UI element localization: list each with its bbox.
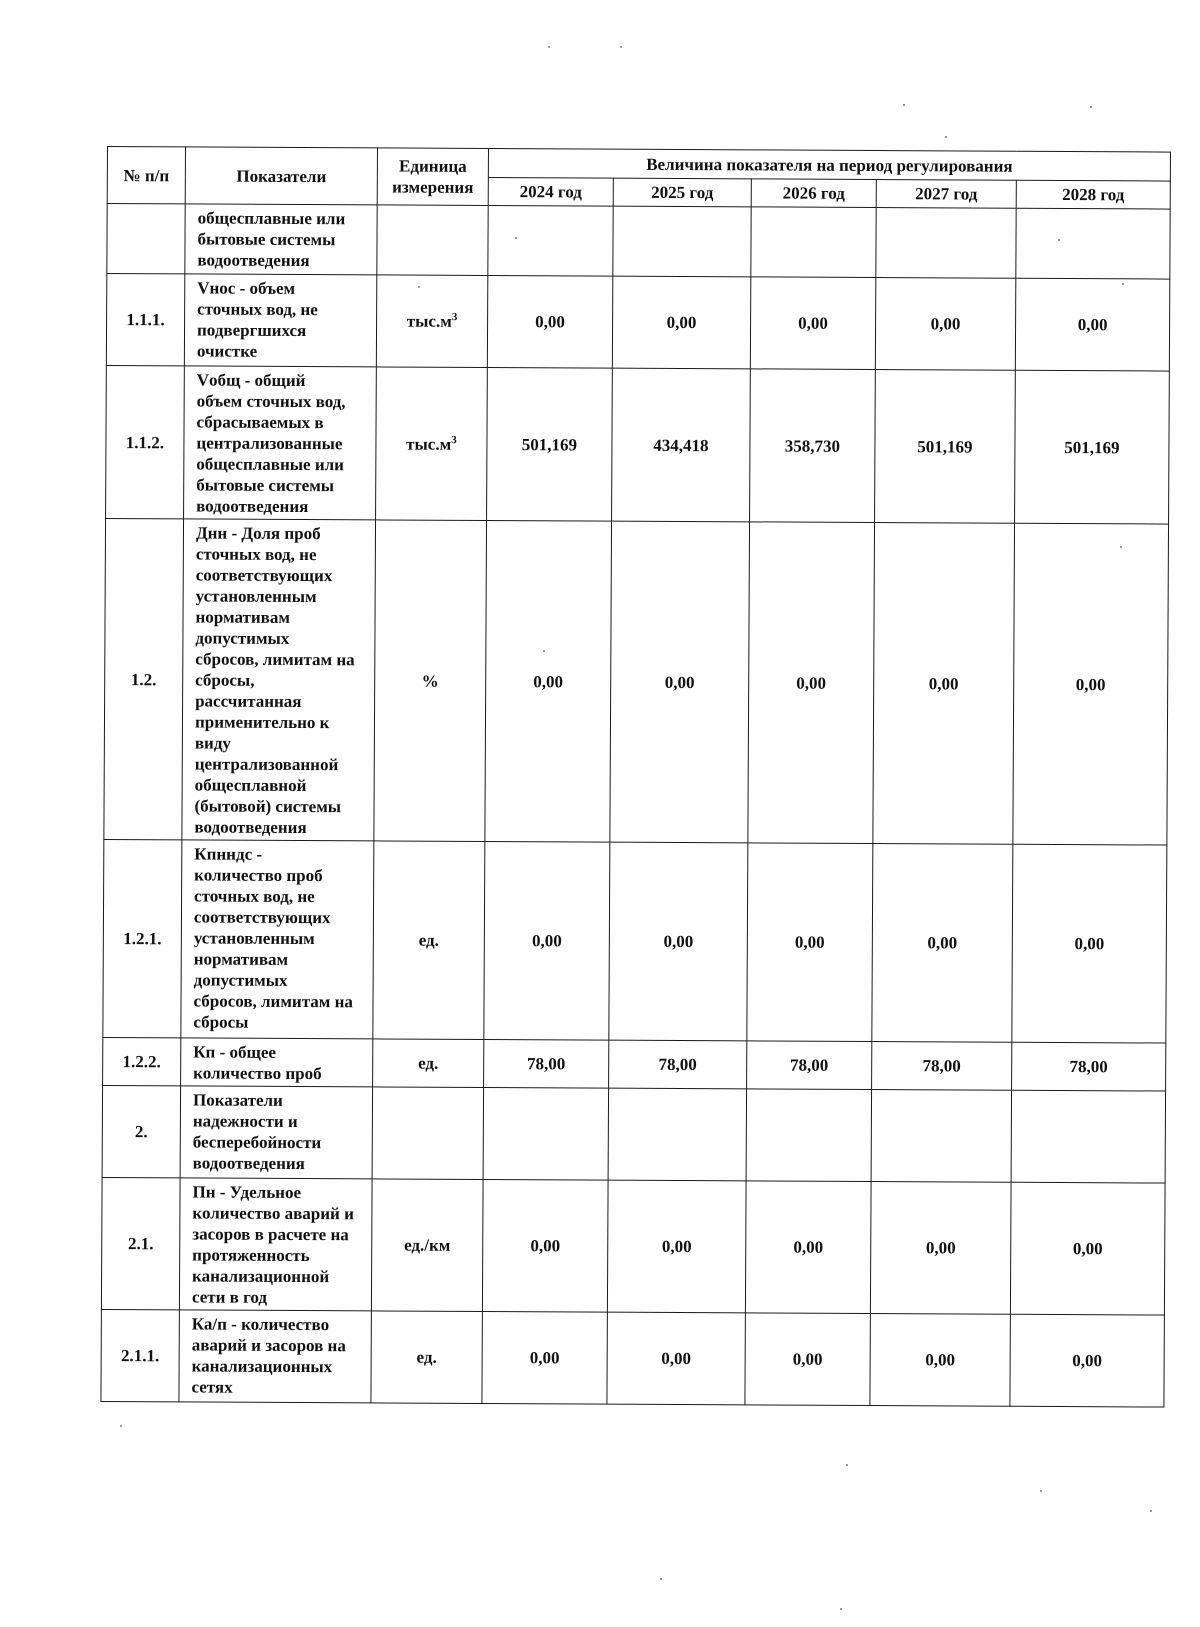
indicator-name [181,1038,373,1087]
table-body [101,204,1170,1408]
indicator-name-line: Показатели [192,1090,283,1110]
value-cell: 0,00 [484,841,610,1040]
indicator-name-line: сбросы, [195,670,255,690]
indicator-name [179,1178,372,1311]
indicator-name-line: водоотведения [196,496,309,517]
header-year: 2027 год [876,180,1016,209]
table-row [107,204,1170,280]
table-row [103,1037,1166,1091]
indicator-name-line: сбросы [193,1012,249,1032]
indicator-name-line: сети в год [191,1287,268,1307]
value-cell: 0,00 [607,1312,745,1405]
indicator-name-line: количество проб [193,1063,322,1084]
indicator-name-line: Кп - общее [193,1042,277,1062]
value-cell: 0,00 [875,278,1015,371]
indicator-name-line: централизованные [196,433,343,454]
unit-superscript: 3 [451,311,458,324]
indicator-name-line: Vобщ - общий [196,370,306,391]
value-cell [1011,1090,1166,1183]
value-cell: 78,00 [484,1039,609,1088]
indicator-name-line: водоотведения [192,1153,305,1174]
indicator-name-line: протяженность [192,1245,310,1266]
value-cell: 0,00 [1015,278,1170,371]
indicator-name-line: канализационных [191,1356,333,1377]
value-cell: 0,00 [873,523,1015,845]
value-cell: 0,00 [747,843,873,1042]
unit-cell [376,275,487,368]
indicator-name-line: очистке [196,341,258,361]
indicator-name-line: канализационной [192,1266,330,1287]
row-number: 2.1.1. [101,1309,179,1401]
row-number: 1.2.1. [103,839,182,1037]
header-num: № п/п [107,147,185,204]
value-cell: 0,00 [1012,844,1167,1043]
value-cell: 0,00 [482,1179,608,1312]
unit-cell [374,520,487,842]
value-cell [1016,208,1170,279]
indicator-name-line: сточных вод, не [194,886,315,907]
indicator-name-line: сбросов, лимитам на [195,649,355,670]
value-cell: 0,00 [1010,1182,1165,1315]
value-cell [488,205,613,276]
value-cell: 0,00 [748,522,875,844]
indicator-name-line: Кпнндс - [194,844,263,864]
table-row [104,518,1169,845]
row-number: 1.1.1. [106,274,184,366]
indicator-name [182,519,376,841]
table-row [106,274,1169,372]
indicator-name-line: рассчитанная [195,691,302,712]
value-cell: 0,00 [482,1311,607,1404]
unit-text: ед. [418,930,439,950]
unit-cell [371,1179,483,1312]
value-cell: 0,00 [870,1314,1010,1407]
indicator-name-line: виду [194,733,232,753]
indicator-name-line: количество аварий и [192,1203,354,1224]
value-cell: 0,00 [745,1181,871,1314]
scan-speck [548,46,550,48]
scan-speck [120,1425,122,1427]
indicator-name-line: сбрасываемых в [196,412,324,433]
value-cell [613,206,751,277]
table-header [107,147,1170,210]
scan-speck [1090,106,1092,108]
indicator-name-line: сбросов, лимитам на [193,991,353,1012]
indicators-table [100,146,1171,1408]
indicator-name-line: объем сточных вод, [196,391,346,412]
row-number: 1.2. [104,518,184,839]
scan-speck [515,237,517,239]
value-cell: 0,00 [485,520,612,842]
indicator-name-line: сточных вод, не [197,299,318,320]
value-cell: 0,00 [1013,523,1169,845]
scan-speck [846,1464,848,1466]
value-cell: 0,00 [609,842,748,1041]
value-cell [876,208,1016,279]
unit-text: ед. [416,1347,437,1367]
table-row [103,839,1167,1043]
table-row [101,1177,1165,1315]
value-cell: 78,00 [609,1040,747,1089]
indicator-name [179,1310,371,1403]
scan-speck [1150,1510,1152,1512]
indicator-name-line: водоотведения [197,250,310,271]
unit-text: тыс.м [406,434,452,454]
indicator-name-line: сетях [191,1377,233,1397]
indicator-name-line: засоров в расчете на [192,1224,349,1245]
indicator-name-line: подвергшихся [196,320,307,341]
unit-text: ед./км [404,1235,451,1255]
table-row [106,365,1170,524]
unit-cell [373,1039,484,1088]
unit-cell [372,1087,483,1180]
unit-text: тыс.м [406,311,452,331]
value-cell: 0,00 [872,844,1013,1043]
value-cell: 0,00 [1010,1314,1165,1407]
value-cell [483,1087,608,1180]
indicator-name-line: нормативам [193,949,289,969]
indicator-name-line: допустимых [195,628,290,648]
indicator-name-line: нормативам [195,607,291,627]
unit-cell [376,367,488,521]
scan-speck [1040,1490,1042,1492]
value-cell: 0,00 [487,275,612,368]
indicator-name-line: (бытовой) системы [194,796,342,817]
indicator-name [180,1086,372,1179]
value-cell: 501,169 [1015,370,1170,524]
scan-speck [840,1608,842,1610]
value-cell: 0,00 [607,1180,746,1313]
indicator-name-line: сточных вод, не [195,544,317,565]
indicator-name-line: централизованной [194,754,339,775]
indicator-name [184,366,377,520]
indicator-name-line: Пн - Удельное [192,1182,302,1203]
unit-cell [371,1311,482,1404]
header-year: 2028 год [1016,180,1170,209]
scan-speck [945,136,947,138]
indicator-name-line: соответствующих [193,907,331,928]
indicator-name-line: водоотведения [194,817,307,838]
header-indicator: Показатели [185,147,377,205]
value-cell [746,1089,871,1182]
indicator-name-line: установленным [195,586,317,607]
value-cell [751,207,876,278]
indicator-name [181,840,374,1039]
row-number [107,204,185,274]
unit-superscript: 3 [451,433,457,446]
scan-speck [620,46,622,48]
scan-speck [1120,546,1122,548]
value-cell: 78,00 [1012,1042,1166,1091]
indicator-name-line: количество проб [194,865,323,886]
indicator-name-line: общесплавной [194,775,307,796]
table-row [102,1085,1165,1183]
scan-speck [1122,283,1124,285]
scan-speck [418,286,420,288]
indicator-name-line: общесплавные или [196,454,345,475]
unit-cell [377,205,488,276]
indicator-name-line: Ка/п - количество [191,1314,330,1335]
scan-speck [903,104,905,106]
unit-cell [373,841,485,1040]
value-cell [871,1090,1011,1183]
indicator-name-line: применительно к [194,712,330,733]
scan-speck [660,1578,662,1580]
header-year: 2024 год [488,177,613,206]
indicator-name-line: общесплавные или [197,208,346,229]
indicator-name-line: соответствующих [195,565,333,586]
value-cell: 501,169 [487,367,613,521]
header-year: 2025 год [613,178,751,207]
header-unit: Единица измерения [377,148,488,206]
indicator-name [185,204,377,275]
unit-text: ед. [418,1053,439,1073]
indicator-name-line: надежности и [192,1111,298,1132]
indicator-name-line: Днн - Доля проб [195,523,321,544]
value-cell: 78,00 [747,1041,872,1090]
value-cell: 0,00 [610,521,750,843]
header-year: 2026 год [751,179,876,208]
value-cell [608,1088,746,1181]
header-period: Величина показателя на период регулирования [488,148,1170,181]
value-cell: 0,00 [612,276,750,369]
row-number: 2. [102,1085,180,1177]
value-cell: 0,00 [750,277,875,370]
indicator-name-line: Vнос - объем [197,278,296,298]
indicator-name-line: бесперебойности [192,1132,322,1153]
scan-speck [1058,239,1060,241]
indicator-name-line: аварий и засоров на [191,1335,346,1356]
indicator-name-line: допустимых [193,970,288,990]
value-cell: 358,730 [750,369,876,523]
indicator-name [184,274,376,367]
value-cell: 0,00 [870,1182,1011,1315]
row-number: 1.2.2. [103,1037,181,1085]
row-number: 1.1.2. [106,365,185,518]
value-cell: 434,418 [612,368,751,522]
value-cell: 0,00 [745,1313,870,1406]
indicator-name-line: установленным [193,928,315,949]
scan-speck [543,650,545,652]
value-cell: 501,169 [875,370,1016,524]
indicator-name-line: бытовые системы [197,229,336,250]
value-cell: 78,00 [872,1042,1012,1091]
table-row [101,1309,1164,1407]
row-number: 2.1. [101,1177,180,1309]
unit-text: % [421,671,439,691]
indicator-name-line: бытовые системы [196,475,335,496]
